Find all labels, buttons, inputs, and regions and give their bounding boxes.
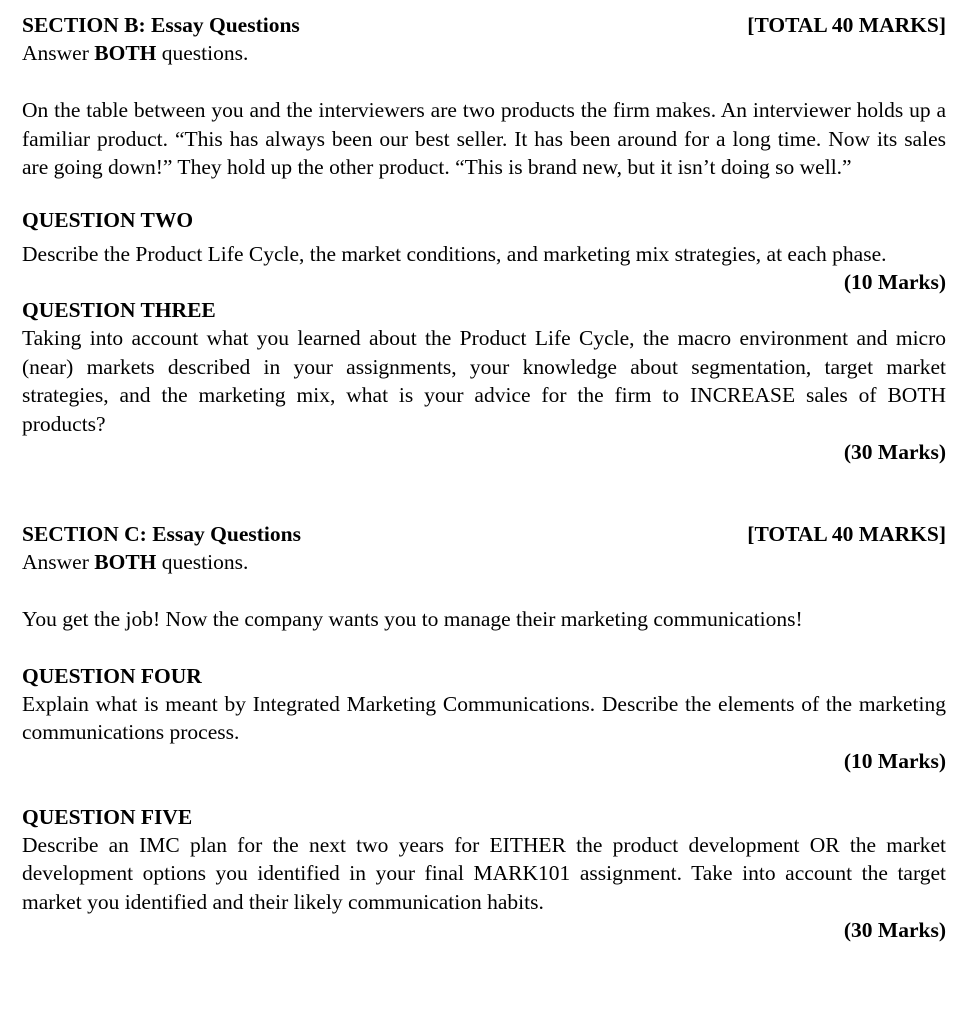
section-c-scenario: You get the job! Now the company wants you to manage their marketing communications! xyxy=(22,607,803,631)
section-c-title: SECTION C: Essay Questions xyxy=(22,522,301,546)
question-four-text: Explain what is meant by Integrated Marketing Communications. Describe the elements of the marketing communications process. xyxy=(22,691,946,744)
question-four-heading: QUESTION FOUR xyxy=(22,663,202,688)
question-two-heading: QUESTION TWO xyxy=(22,207,194,232)
question-three-heading: QUESTION THREE xyxy=(22,298,216,322)
section-c-instruction-prefix: Answer xyxy=(22,550,95,574)
question-four-marks: (10 Marks) xyxy=(843,748,946,773)
section-b-instruction-prefix: Answer xyxy=(22,41,95,65)
question-three-marks: (30 Marks) xyxy=(843,440,946,464)
section-c-header xyxy=(22,520,946,548)
section-c-instruction xyxy=(22,548,946,576)
section-b-header xyxy=(22,11,946,39)
question-three-text: Taking into account what you learned about the Product Life Cycle, the macro environment and micro (near) markets described in your assignments, your knowledge about segmentation, target market strategies, and the marketing mix, what is your advice for the firm to INCREASE sales of BOTH products? xyxy=(22,326,946,436)
question-five-marks: (30 Marks) xyxy=(843,918,946,942)
section-b-instruction-bold: BOTH xyxy=(94,41,157,65)
section-b-scenario: On the table between you and the interviewers are two products the firm makes. An interviewer holds up a familiar product. “This has always been our best seller. It has been around for a long time. Now its sales are going down!” They hold up the other product. “This is brand new, but it isn’t doing so well.” xyxy=(22,98,946,179)
section-b-title: SECTION B: Essay Questions xyxy=(22,13,300,37)
question-two-marks: (10 Marks) xyxy=(843,270,946,294)
question-two-text: Describe the Product Life Cycle, the market conditions, and marketing mix strategies, at each phase. xyxy=(22,241,887,266)
question-five-text: Describe an IMC plan for the next two years for EITHER the product development OR the market development options you identified in your final MARK101 assignment. Take into account the target market you identified and their likely communication habits. xyxy=(22,832,946,914)
section-c-instruction-suffix: questions. xyxy=(156,550,249,574)
section-c-instruction-bold: BOTH xyxy=(94,550,157,574)
section-b-instruction xyxy=(22,39,946,67)
section-b-instruction-suffix: questions. xyxy=(156,41,249,65)
section-b-total: [TOTAL 40 MARKS] xyxy=(747,13,946,37)
question-five-heading: QUESTION FIVE xyxy=(22,804,193,829)
section-c-total: [TOTAL 40 MARKS] xyxy=(747,522,946,546)
